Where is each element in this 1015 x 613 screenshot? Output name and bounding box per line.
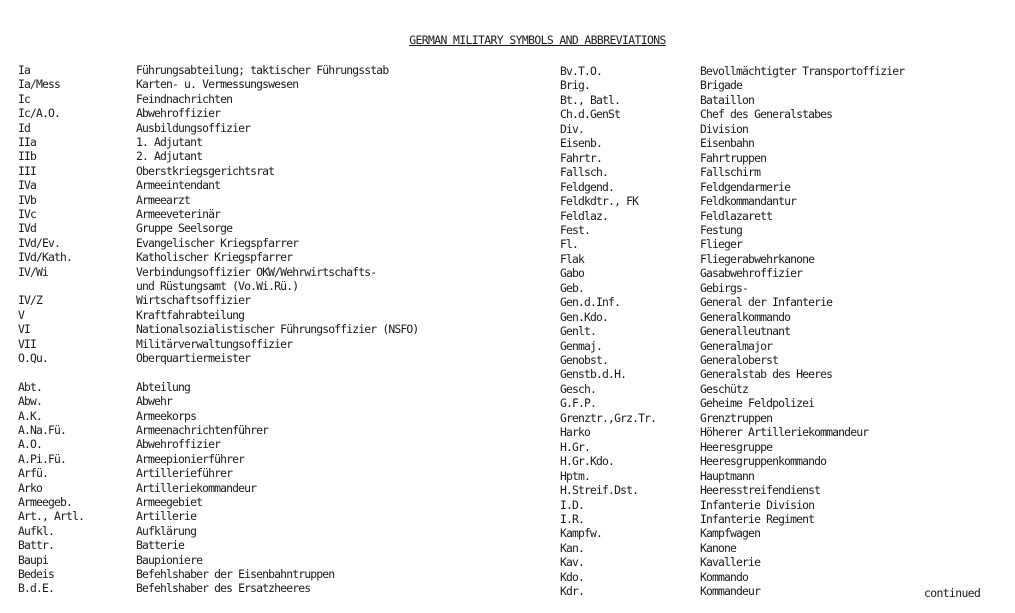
- meaning: und Rüstungsamt (Vo.Wi.Rü.): [136, 279, 299, 293]
- abbreviation: I.R.: [560, 511, 585, 526]
- abbreviation: Harko: [560, 425, 591, 440]
- meaning: Generalkommando: [700, 309, 791, 324]
- meaning: Heeresgruppenkommando: [700, 454, 827, 469]
- meaning: Armeearzt: [136, 192, 191, 207]
- meaning: Division: [700, 121, 749, 136]
- meaning: 1. Adjutant: [136, 135, 203, 149]
- abbreviation: IV/Z: [18, 293, 43, 308]
- abbreviation: Feldlaz.: [560, 208, 609, 223]
- meaning: Verbindungsoffizier OKW/Wehrwirtschafts-: [136, 264, 377, 279]
- abbreviation: Abt.: [18, 379, 43, 394]
- abbreviation: Gen.d.Inf.: [560, 295, 621, 310]
- meaning: Generaloberst: [700, 353, 779, 367]
- meaning: Aufklärung: [136, 523, 197, 538]
- meaning: Ausbildungsoffizier: [136, 120, 251, 135]
- abbreviation: IVd/Ev.: [18, 235, 61, 250]
- meaning: Brigade: [700, 78, 743, 93]
- meaning: Generalstab des Heeres: [700, 367, 833, 382]
- abbreviation: Ic/A.O.: [18, 106, 61, 121]
- meaning: Befehlshaber des Ersatzheeres: [136, 581, 311, 596]
- abbreviation: Arko: [18, 480, 43, 495]
- abbreviation: Ia: [18, 63, 31, 77]
- abbreviation: Hptm.: [560, 468, 591, 483]
- meaning: Heeresstreifendienst: [700, 483, 821, 498]
- abbreviation: A.O.: [18, 437, 43, 452]
- meaning: Hauptmann: [700, 468, 755, 483]
- abbreviation: Fallsch.: [560, 165, 609, 180]
- meaning: Oberstkriegsgerichtsrat: [136, 163, 275, 178]
- abbreviation: Bv.T.O.: [560, 64, 603, 78]
- meaning: Baupioniere: [136, 552, 203, 567]
- abbreviation: Kdr.: [560, 584, 585, 599]
- abbreviation: Art., Artl.: [18, 509, 85, 524]
- abbreviation: A.Na.Fü.: [18, 423, 67, 437]
- abbreviation: Genstb.d.H.: [560, 367, 627, 382]
- meaning: Chef des Generalstabes: [700, 107, 833, 122]
- meaning: Eisenbahn: [700, 136, 755, 151]
- meaning: Nationalsozialistischer Führungsoffizier (NSFO): [136, 322, 419, 337]
- abbreviation: VI: [18, 322, 31, 337]
- meaning: Fliegerabwehrkanone: [700, 251, 815, 266]
- meaning: 2. Adjutant: [136, 149, 203, 164]
- abbreviation: O.Qu.: [18, 351, 49, 365]
- meaning: Armeepionierführer: [136, 451, 245, 466]
- abbreviation: H.Gr.Kdo.: [560, 454, 615, 469]
- abbreviation: Feldgend.: [560, 179, 615, 194]
- meaning: Abwehr: [136, 394, 173, 409]
- abbreviation: Div.: [560, 121, 585, 136]
- abbreviation: III: [18, 163, 37, 178]
- abbreviation: Genlt.: [560, 324, 597, 339]
- abbreviation: Bt., Batl.: [560, 92, 621, 107]
- meaning: Feindnachrichten: [136, 91, 233, 106]
- abbreviation: Bedeis: [18, 567, 55, 581]
- meaning: Befehlshaber der Eisenbahntruppen: [136, 567, 335, 581]
- meaning: Armeeintendant: [136, 178, 221, 193]
- abbreviation: IVd/Kath.: [18, 250, 73, 265]
- abbreviation: Kampfw.: [560, 526, 603, 541]
- meaning: Abwehroffizier: [136, 106, 221, 121]
- abbreviation: IVd: [18, 221, 37, 236]
- page-title: GERMAN MILITARY SYMBOLS AND ABBREVIATIONS: [409, 33, 666, 47]
- meaning: Höherer Artilleriekommandeur: [700, 425, 869, 440]
- meaning: Wirtschaftsoffizier: [136, 293, 251, 308]
- abbreviation: Ia/Mess: [18, 77, 61, 92]
- abbreviation: H.Gr.: [560, 439, 591, 454]
- abbreviation: H.Streif.Dst.: [560, 483, 639, 498]
- abbreviation: Gen.Kdo.: [560, 309, 609, 324]
- abbreviation: IIb: [18, 149, 37, 164]
- abbreviation: Ic: [18, 91, 31, 106]
- abbreviation: IVb: [18, 192, 37, 207]
- meaning: Oberquartiermeister: [136, 351, 251, 365]
- abbreviation: Gesch.: [560, 381, 597, 396]
- meaning: Batterie: [136, 538, 185, 553]
- meaning: Infanterie Division: [700, 497, 815, 512]
- meaning: Artillerie: [136, 509, 197, 524]
- abbreviation: Gabo: [560, 266, 585, 281]
- meaning: Feldgendarmerie: [700, 179, 791, 194]
- abbreviation: Genobst.: [560, 353, 609, 367]
- meaning: Bevollmächtigter Transportoffizier: [700, 64, 905, 78]
- meaning: Artilleriekommandeur: [136, 480, 257, 495]
- meaning: Katholischer Kriegspfarrer: [136, 250, 293, 265]
- meaning: Kampfwagen: [700, 526, 761, 541]
- meaning: Gruppe Seelsorge: [136, 221, 233, 236]
- abbreviation: Feldkdtr., FK: [560, 194, 639, 209]
- meaning: Generalmajor: [700, 338, 773, 353]
- abbreviation: Brig.: [560, 78, 591, 93]
- abbreviation: Arfü.: [18, 466, 49, 481]
- meaning: Militärverwaltungsoffizier: [136, 336, 293, 351]
- meaning: Armeekorps: [136, 408, 197, 423]
- abbreviation: VII: [18, 336, 37, 351]
- meaning: Armeeveterinär: [136, 207, 221, 221]
- meaning: Führungsabteilung; taktischer Führungsstab: [136, 63, 389, 77]
- meaning: Evangelischer Kriegspfarrer: [136, 235, 299, 250]
- abbreviation: Eisenb.: [560, 136, 603, 151]
- meaning: Armeegebiet: [136, 495, 203, 509]
- meaning: Fahrtruppen: [700, 150, 767, 165]
- meaning: General der Infanterie: [700, 295, 833, 310]
- meaning: Bataillon: [700, 92, 755, 107]
- meaning: Grenztruppen: [700, 410, 773, 425]
- meaning: Kavallerie: [700, 555, 761, 570]
- abbreviation: I.D.: [560, 497, 585, 512]
- abbreviation: Fahrtr.: [560, 150, 603, 165]
- abbreviation: Fest.: [560, 222, 591, 237]
- meaning: Geheime Feldpolizei: [700, 396, 815, 411]
- meaning: Karten- u. Vermessungswesen: [136, 77, 299, 92]
- meaning: Geschütz: [700, 381, 749, 396]
- abbreviation: B.d.E.: [18, 581, 55, 596]
- abbreviation: Aufkl.: [18, 523, 55, 538]
- continued-label: continued: [924, 586, 981, 600]
- abbreviation: Battr.: [18, 538, 55, 553]
- abbreviation: Genmaj.: [560, 338, 603, 353]
- abbreviation: Id: [18, 120, 31, 135]
- abbreviation: Fl.: [560, 237, 579, 252]
- meaning: Festung: [700, 222, 743, 237]
- abbreviation: Baupi: [18, 552, 49, 567]
- meaning: Abteilung: [136, 379, 191, 394]
- meaning: Gasabwehroffizier: [700, 266, 803, 281]
- abbreviation: Armeegeb.: [18, 495, 73, 509]
- meaning: Abwehroffizier: [136, 437, 221, 452]
- abbreviation: A.K.: [18, 408, 43, 423]
- meaning: Generalleutnant: [700, 324, 791, 339]
- abbreviation: Geb.: [560, 280, 585, 295]
- abbreviation: Kdo.: [560, 569, 585, 584]
- abbreviation: V: [18, 307, 25, 322]
- abbreviation: Flak: [560, 251, 585, 266]
- meaning: Flieger: [700, 237, 743, 252]
- meaning: Feldlazarett: [700, 208, 773, 223]
- abbreviation: A.Pi.Fü.: [18, 451, 67, 466]
- meaning: Feldkommandantur: [700, 194, 797, 209]
- abbreviation: IVa: [18, 178, 37, 193]
- abbreviation: Kan.: [560, 540, 585, 555]
- meaning: Gebirgs-: [700, 280, 749, 295]
- meaning: Kraftfahrabteilung: [136, 307, 245, 322]
- meaning: Kanone: [700, 540, 737, 555]
- abbreviation: IV/Wi: [18, 264, 49, 279]
- meaning: Armeenachrichtenführer: [136, 423, 269, 437]
- meaning: Fallschirm: [700, 165, 761, 180]
- meaning: Kommando: [700, 569, 749, 584]
- abbreviation: IVc: [18, 207, 37, 221]
- abbreviation: Abw.: [18, 394, 43, 409]
- meaning: Infanterie Regiment: [700, 511, 815, 526]
- abbreviation: G.F.P.: [560, 396, 597, 411]
- abbreviation: IIa: [18, 135, 37, 149]
- meaning: Artillerieführer: [136, 466, 233, 481]
- abbreviation: Ch.d.GenSt: [560, 107, 621, 122]
- abbreviation: Kav.: [560, 555, 585, 570]
- meaning: Heeresgruppe: [700, 439, 773, 454]
- meaning: Kommandeur: [700, 584, 761, 599]
- abbreviation: Grenztr.,Grz.Tr.: [560, 410, 657, 425]
